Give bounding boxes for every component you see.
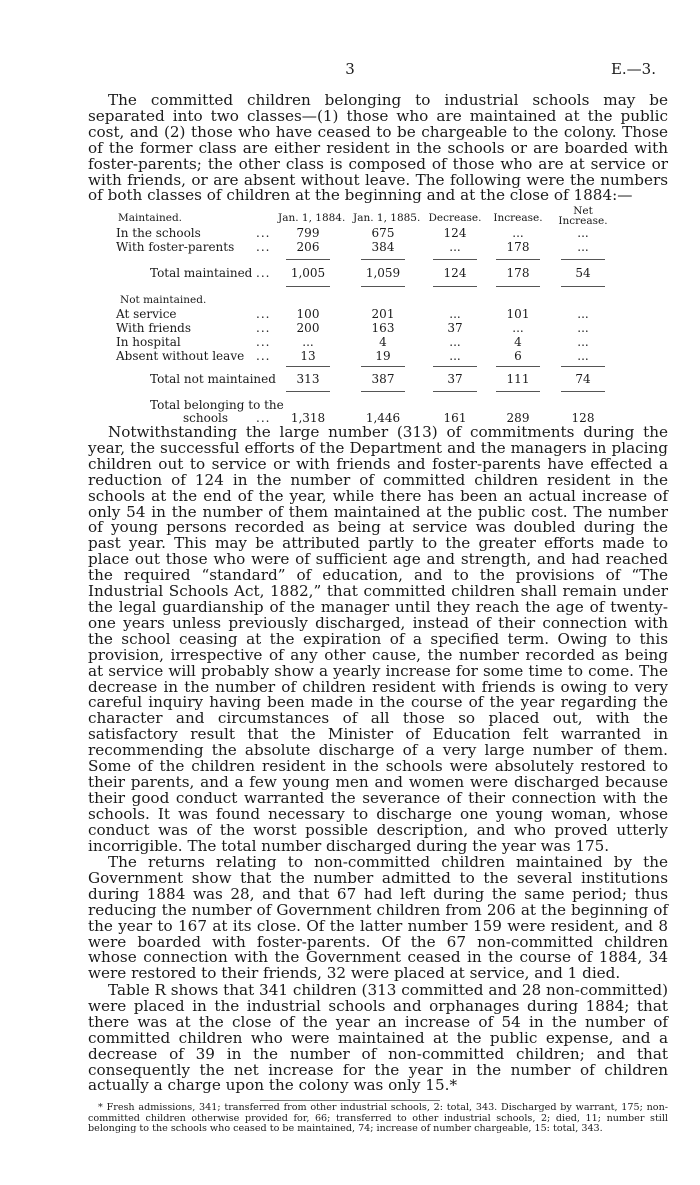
cell-value: 201 bbox=[371, 307, 395, 321]
row-label-service: At service bbox=[116, 307, 177, 321]
cell-value: 799 bbox=[296, 226, 320, 240]
rule bbox=[433, 286, 477, 287]
cell-value: ... bbox=[577, 307, 589, 321]
cell-value: 206 bbox=[296, 240, 320, 254]
cell-value: 124 bbox=[443, 226, 467, 240]
cell-value: 111 bbox=[506, 372, 530, 386]
cell-value: 54 bbox=[575, 266, 591, 280]
rule bbox=[433, 259, 477, 260]
cell-value: 74 bbox=[575, 372, 591, 386]
row-label-total-maintained: Total maintained bbox=[150, 266, 253, 280]
rule bbox=[561, 366, 605, 367]
rule bbox=[286, 286, 330, 287]
rule bbox=[496, 366, 540, 367]
rule bbox=[361, 366, 405, 367]
table-header-net-increase: Net Increase. bbox=[558, 205, 608, 227]
cell-value: 101 bbox=[506, 307, 530, 321]
paragraph-non-committed: The returns relating to non-committed children maintained by the Government show that the number admitted to the several institutions during 1884 was 28, and that 67 had left during the same period; thus reducing the number of Government children from 206 at the beginning of the year to 167 at its close. Of the latter number 159 were resident, and 8 were boarded with foster-parents. Of the 67 non-committed children whose connection with the Government ceased in the course of 1884, 34 were restored to their friends, 32 were placed at service, and 1 died. bbox=[88, 853, 668, 983]
cell-value: 4 bbox=[514, 335, 522, 349]
cell-value: 200 bbox=[296, 321, 320, 335]
page-number: 3 bbox=[345, 60, 355, 78]
row-leader: ... bbox=[256, 349, 271, 363]
rule bbox=[496, 259, 540, 260]
row-label-total-not-maintained: Total not maintained bbox=[150, 372, 276, 386]
paragraph-commitments: Notwithstanding the large number (313) of commitments during the year, the successful efforts of the Department and the managers in placing children out to service or with friends and foster-parents have effected a reduction of 124 in the number of committed children resident in the schools at the end of the year, while there has been an actual increase of only 54 in the number of them maintained at the public cost. The number of young persons recorded as being at service was doubled during the past year. This may be attributed partly to the greater efforts made to place out those who were of sufficient age and strength, and had reached the required “standard” of education, and to the provisions of “The Industrial Schools Act, 1882,” that committed children shall remain under the legal guardianship of the manager until they reach the age of twenty-one years unless previously discharged, instead of their connection with the school ceasing at the expiration of a specified term. Owing to this provision, irrespective of any other cause, the number recorded as being at service will probably show a yearly increase for some time to come. The decrease in the number of children resident with friends is owing to very careful inquiry having been made in the course of the year regarding the character and circumstances of all those so placed out, with the satisfactory result that the Minister of Education felt warranted in recommending the absolute discharge of a very large number of them. Some of the children resident in the schools were absolutely restored to their parents, and a few young men and women were discharged because their good conduct warranted the severance of their connection with the schools. It was found necessary to discharge one young woman, whose conduct was of the worst possible description, and who proved utterly incorrigible. The total number discharged during the year was 175. bbox=[88, 423, 668, 855]
cell-value: 675 bbox=[371, 226, 395, 240]
table-header-decrease: Decrease. bbox=[428, 212, 482, 224]
row-leader: ... bbox=[256, 226, 271, 240]
cell-value: 37 bbox=[447, 372, 463, 386]
cell-value: 124 bbox=[443, 266, 467, 280]
cell-value: ... bbox=[577, 321, 589, 335]
paragraph-table-r: Table R shows that 341 children (313 committed and 28 non-committed) were placed in the industrial schools and orphanages during 1884; that there was at the close of the year an increase of 54 in the number of committed children who were maintained at the public expense, and a decrease of 39 in the number of non-committed children; and that consequently the net increase for the year in the number of children actually a charge upon the colony was only 15.* bbox=[88, 981, 668, 1095]
cell-value: ... bbox=[577, 335, 589, 349]
rule bbox=[561, 286, 605, 287]
section-heading-not-maintained: Not maintained. bbox=[120, 294, 207, 306]
row-label-absent: Absent without leave bbox=[116, 349, 245, 363]
cell-value: 13 bbox=[300, 349, 316, 363]
row-leader: ... bbox=[256, 266, 271, 280]
row-label-total-belonging-line1: Total belonging to the bbox=[150, 398, 284, 412]
cell-value: ... bbox=[302, 335, 314, 349]
rule bbox=[433, 366, 477, 367]
row-label-hospital: In hospital bbox=[116, 335, 181, 349]
row-leader: ... bbox=[256, 307, 271, 321]
cell-value: 289 bbox=[506, 411, 530, 425]
cell-value: 313 bbox=[296, 372, 320, 386]
cell-value: 4 bbox=[379, 335, 387, 349]
row-label-total-belonging-line2: schools bbox=[183, 411, 229, 425]
cell-value: ... bbox=[449, 240, 461, 254]
children-statistics-table bbox=[88, 205, 668, 425]
rule bbox=[561, 259, 605, 260]
rule bbox=[361, 286, 405, 287]
rule bbox=[561, 391, 605, 392]
row-leader: ... bbox=[256, 335, 271, 349]
cell-value: ... bbox=[512, 321, 524, 335]
row-label-foster: With foster-parents bbox=[116, 240, 235, 254]
row-label-schools: In the schools bbox=[116, 226, 201, 240]
cell-value: ... bbox=[449, 335, 461, 349]
cell-value: 100 bbox=[296, 307, 320, 321]
table-header-increase: Increase. bbox=[493, 212, 543, 224]
document-reference: E.—3. bbox=[610, 60, 656, 78]
cell-value: 178 bbox=[506, 266, 530, 280]
row-leader: ... bbox=[256, 240, 271, 254]
footnote-rule bbox=[260, 1100, 440, 1101]
cell-value: 6 bbox=[514, 349, 522, 363]
cell-value: 384 bbox=[371, 240, 395, 254]
rule bbox=[496, 286, 540, 287]
rule bbox=[496, 391, 540, 392]
rule bbox=[286, 259, 330, 260]
footnote: * Fresh admissions, 341; transferred from other industrial schools, 2: total, 343. Discharged by warrant, 175; non-committed children otherwise provided for, 66; transferred to other industrial schools, 2; died, 11; number still belonging to the schools who ceased to be maintained, 74; increase of number chargeable, 15: total, 343. bbox=[88, 1102, 668, 1135]
row-label-friends: With friends bbox=[116, 321, 192, 335]
cell-value: 1,446 bbox=[365, 411, 401, 425]
cell-value: 19 bbox=[375, 349, 391, 363]
cell-value: 128 bbox=[571, 411, 595, 425]
rule bbox=[433, 391, 477, 392]
cell-value: 1,005 bbox=[290, 266, 326, 280]
rule bbox=[286, 366, 330, 367]
cell-value: 161 bbox=[443, 411, 467, 425]
row-leader: ... bbox=[256, 411, 271, 425]
table-header-jan1884: Jan. 1, 1884. bbox=[278, 212, 346, 224]
cell-value: 178 bbox=[506, 240, 530, 254]
cell-value: ... bbox=[577, 349, 589, 363]
row-leader: ... bbox=[256, 321, 271, 335]
cell-value: ... bbox=[449, 307, 461, 321]
rule bbox=[286, 391, 330, 392]
rule bbox=[361, 259, 405, 260]
cell-value: 387 bbox=[371, 372, 395, 386]
cell-value: 163 bbox=[371, 321, 395, 335]
paragraph-intro: The committed children belonging to industrial schools may be separated into two classes—(1) those who are maintained at the public cost, and (2) those who have ceased to be chargeable to the colony. Those of the former class are either resident in the schools or are boarded with foster-parents; the other class is composed of those who are at service or with friends, or are absent without leave. The following were the numbers of both classes of children at the beginning and at the close of 1884:— bbox=[88, 91, 668, 205]
cell-value: ... bbox=[577, 226, 589, 240]
cell-value: ... bbox=[449, 349, 461, 363]
table-header-jan1885: Jan. 1, 1885. bbox=[353, 212, 421, 224]
cell-value: 1,059 bbox=[365, 266, 401, 280]
rule bbox=[361, 391, 405, 392]
cell-value: ... bbox=[577, 240, 589, 254]
cell-value: 1,318 bbox=[290, 411, 326, 425]
table-header-maintained: Maintained. bbox=[118, 212, 183, 224]
cell-value: 37 bbox=[447, 321, 463, 335]
cell-value: ... bbox=[512, 226, 524, 240]
